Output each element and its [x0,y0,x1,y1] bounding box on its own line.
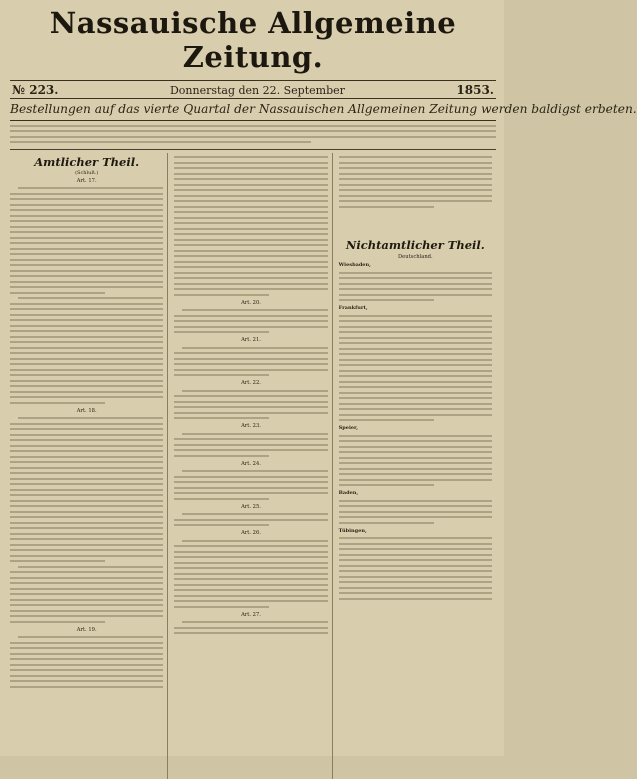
text-block [339,156,492,234]
dateline-city: Baden, [338,490,359,496]
section-title-unofficial: Nichtamtlicher Theil. [345,238,485,252]
article-heading: Art. 23. [241,423,261,429]
article-heading: Art. 18. [76,407,97,414]
article-heading: Art. 19. [76,626,97,633]
intro-paragraph [10,125,496,150]
text-block [339,537,492,600]
dateline [10,80,496,99]
article-heading: Art. 26. [241,530,261,536]
issue-number: № 223. [12,83,59,97]
text-block [174,433,327,457]
section-subtitle: Deutschland. [398,254,433,260]
text-block [10,187,163,404]
issue-year: 1853. [456,83,494,97]
dateline-city: Wiesbaden, [338,262,371,268]
text-block [174,621,327,634]
text-block [174,390,327,420]
column-left [10,153,168,779]
text-block [174,309,327,333]
article-heading: Art. 24. [241,460,261,467]
columns [10,153,496,779]
article-heading: Art. 27. [241,611,261,618]
section-subtitle: (Schluß.) [75,169,99,176]
text-block [174,513,327,526]
article-heading: Art. 20. [241,299,261,306]
text-block [10,417,163,623]
masthead-title: Nassauische Allgemeine Zeitung. [49,6,457,74]
text-block [174,156,327,296]
dateline-city: Tübingen, [338,527,367,534]
text-block [339,315,492,422]
text-block [339,500,492,524]
text-block [10,636,163,688]
section-title-official: Amtlicher Theil. [34,154,140,169]
dateline-city: Frankfurt, [338,305,368,311]
issue-date: Donnerstag den 22. September [169,84,345,97]
article-heading: Art. 21. [241,337,261,343]
subscription-notice: Bestellungen auf das vierte Quartal der Nassauischen Allgemeinen Zeitung werden baldigst erbeten. [10,99,496,121]
text-block [174,347,327,377]
dateline-city: Speier, [338,425,359,431]
article-heading: Art. 25. [241,503,261,510]
column-right [339,153,496,779]
article-heading: Art. 17. [76,177,97,184]
text-block [174,470,327,500]
column-middle [174,153,332,779]
text-block [339,272,492,302]
text-block [339,435,492,487]
text-block [174,540,327,608]
article-heading: Art. 22. [241,380,261,386]
